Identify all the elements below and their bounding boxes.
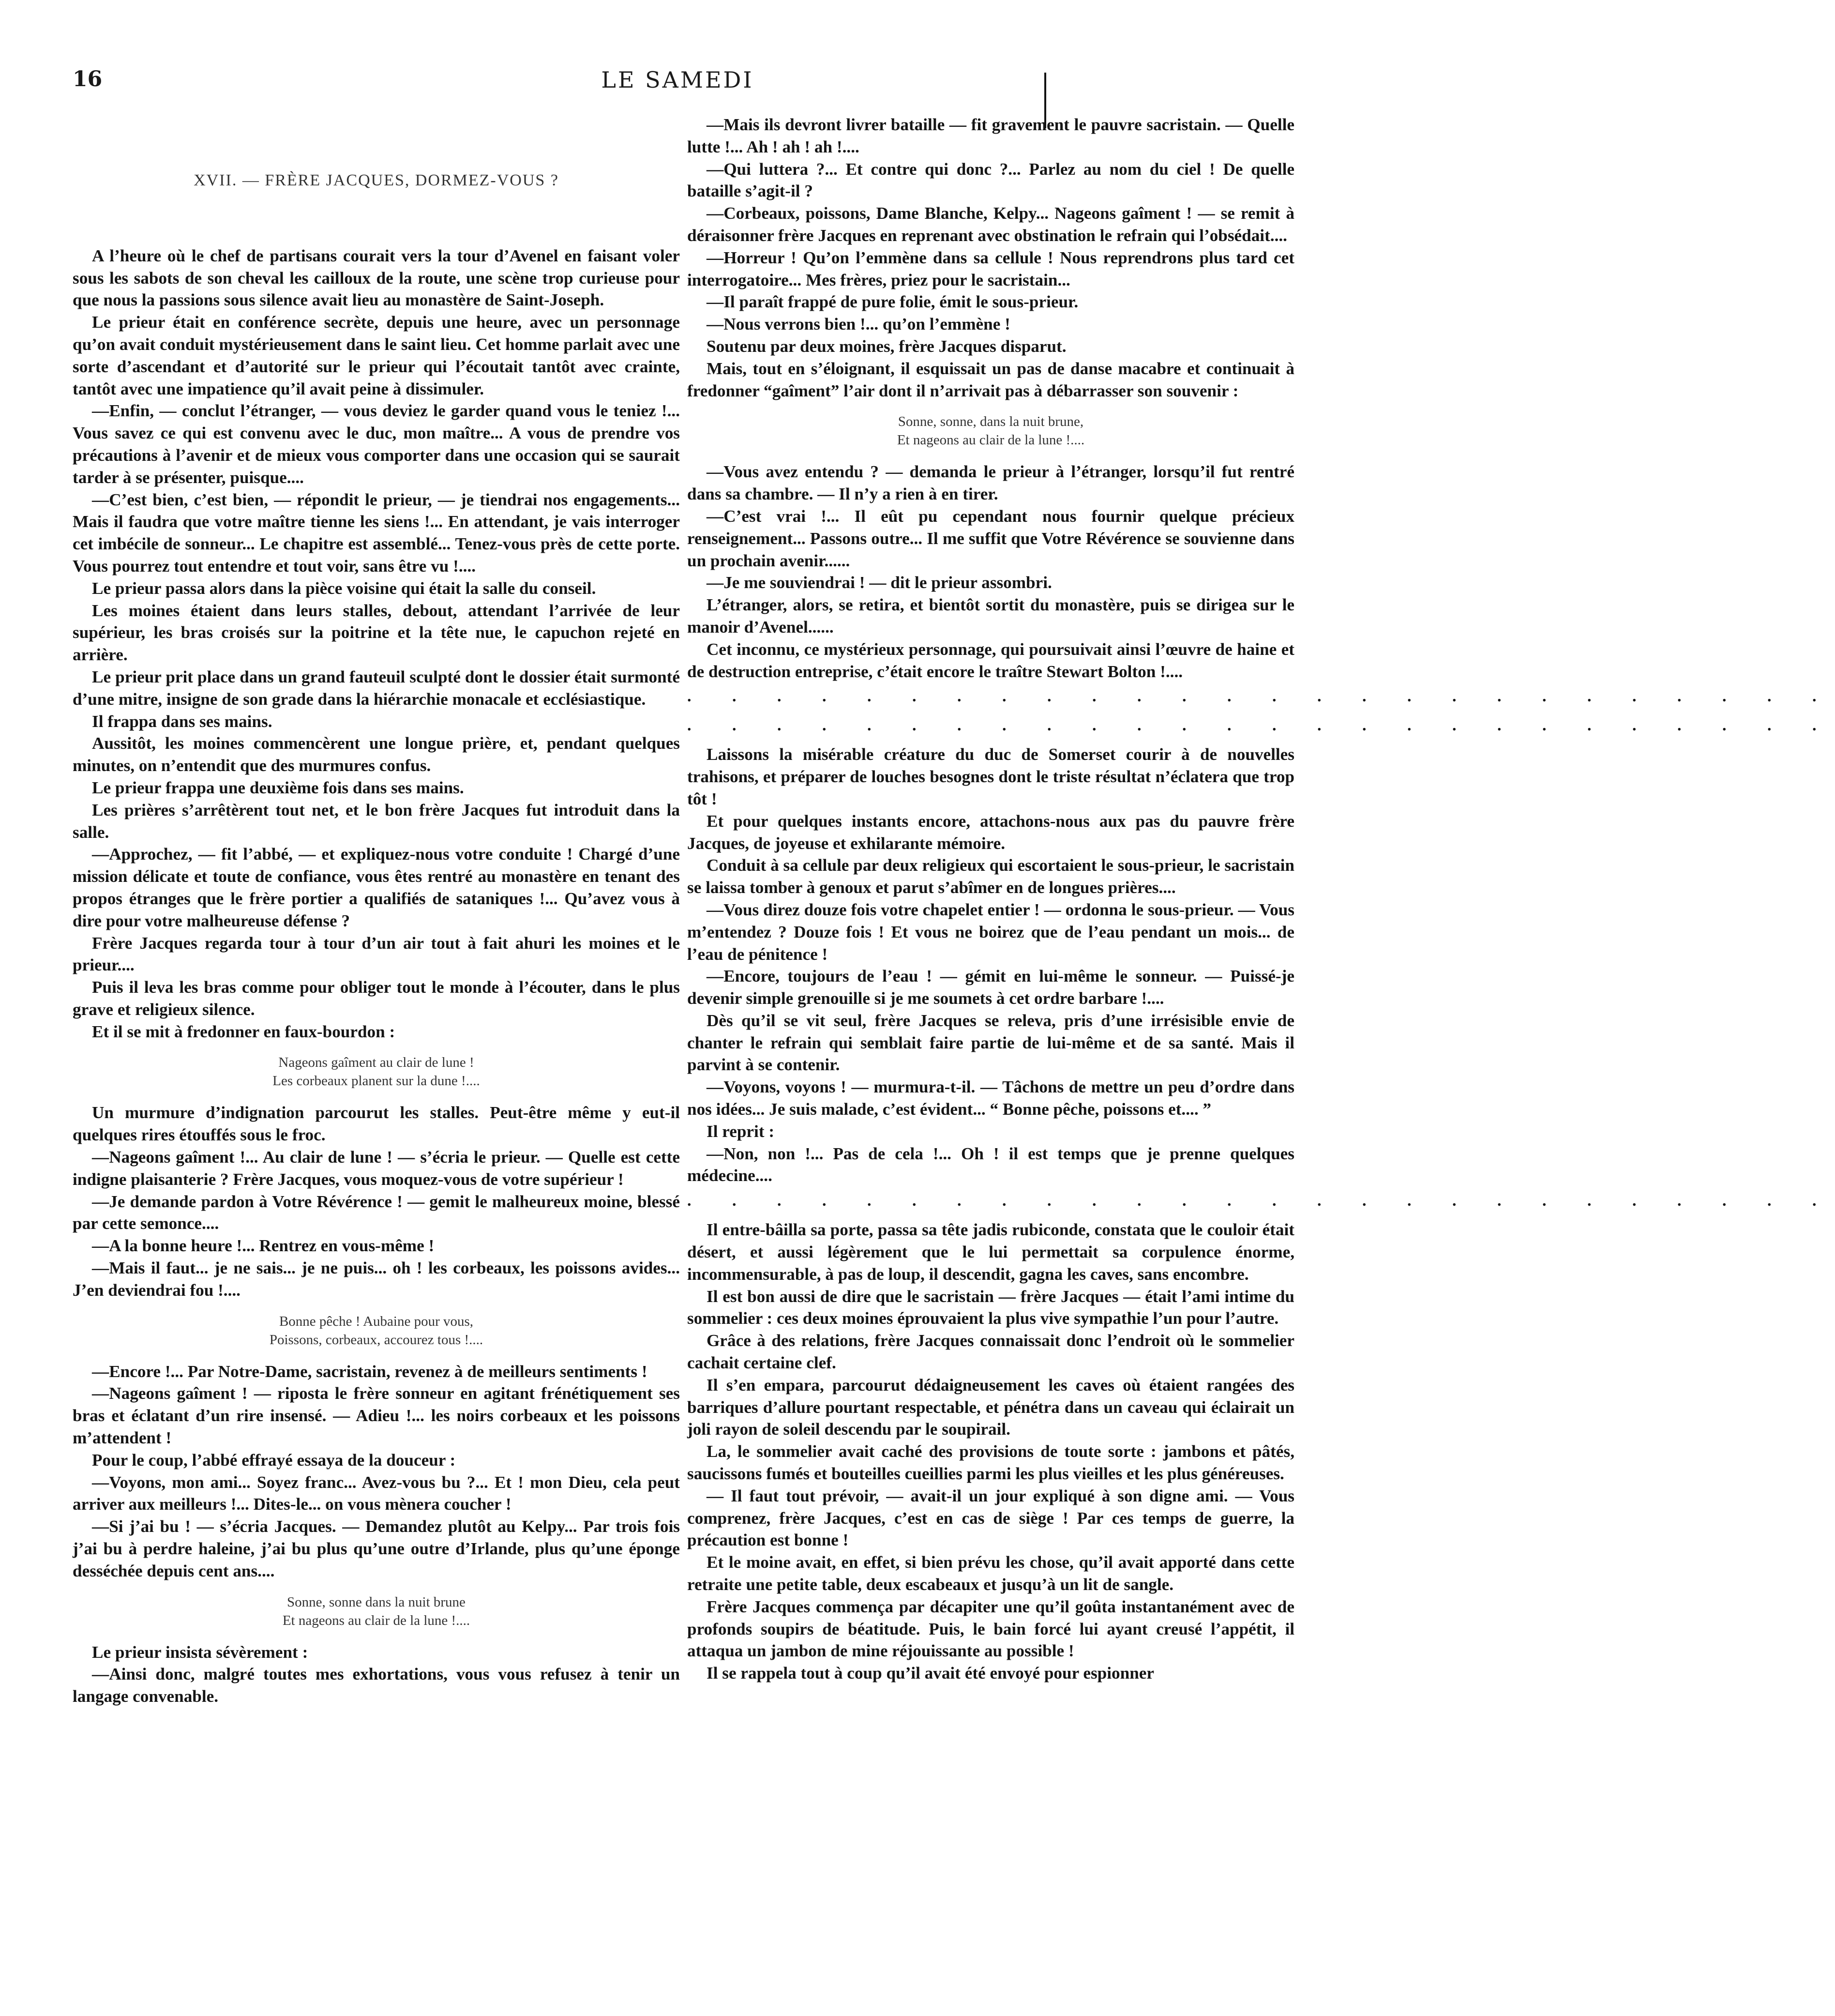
paragraph: —C’est bien, c’est bien, — répondit le prieur, — je tiendrai nos engagements... Mais il faudra que votre maître tienne les siens !... En attendant, je vais interroger cet imbécile de sonneur... Le chapitre est assemblé... Tenez-vous près de cette porte. Vous pourrez tout entendre et tout voir, sans être vu !....	[73, 490, 680, 576]
paragraph: Il entre-bâilla sa porte, passa sa tête jadis rubiconde, constata que le couloir était désert, et aussi légèrement que le lui permettait sa corpulence énorme, incommensurable, à pas de loup, il descendit, gagna les caves, sans encombre.	[687, 1220, 1294, 1284]
paragraph: —Encore, toujours de l’eau ! — gémit en lui-même le sonneur. — Puissé-je devenir simple grenouille si je me soumets à cet ordre barbare !....	[687, 967, 1294, 1008]
paragraph: Il s’en empara, parcourut dédaigneusement les caves où étaient rangées des barriques d’allure pourtant respectable, et pénétra dans un caveau qui éclairait un joli rayon de soleil descendu par le soupirail.	[687, 1375, 1294, 1439]
paragraph: —Enfin, — conclut l’étranger, — vous deviez le garder quand vous le teniez !... Vous savez ce qui est convenu avec le duc, mon maître... A vous de prendre vos précautions à l’avenir et de mieux vous comporter dans une occasion qui se saurait tarder à se présenter, puisque....	[73, 401, 680, 487]
paragraph: —C’est vrai !... Il eût pu cependant nous fournir quelque précieux renseignement... Passons outre... Il me suffit que Votre Révérence se souvienne dans un prochain avenir......	[687, 506, 1294, 570]
paragraph: Le prieur passa alors dans la pièce voisine qui était la salle du conseil.	[92, 578, 596, 598]
paragraph: —Voyons, mon ami... Soyez franc... Avez-vous bu ?... Et ! mon Dieu, cela peut arriver aux meilleurs !... Dites-le... on vous mènera coucher !	[73, 1472, 680, 1514]
paragraph: Il reprit :	[707, 1122, 775, 1141]
paragraph: —Vous direz douze fois votre chapelet entier ! — ordonna le sous-prieur. — Vous m’entendez ? Douze fois ! Et vous ne boirez que de l’eau pendant un mois... de l’eau de pénitence !	[687, 900, 1294, 964]
paragraph: —Corbeaux, poissons, Dame Blanche, Kelpy... Nageons gaîment ! — se remit à déraisonner frère Jacques en reprenant avec obstination le refrain qui l’obsédait....	[687, 204, 1294, 245]
paragraph: —Encore !... Par Notre-Dame, sacristain, revenez à de meilleurs sentiments !	[92, 1362, 647, 1381]
paragraph: —Mais ils devront livrer bataille — fit gravement le pauvre sacristain. — Quelle lutte !... Ah ! ah ! ah !....	[687, 115, 1294, 156]
page-number: 16	[73, 67, 103, 91]
paragraph: —Nageons gaîment ! — riposta le frère sonneur en agitant frénétiquement ses bras et éclatant d’un rire insensé. — Adieu !... les noirs corbeaux et les poissons m’attendent !	[73, 1384, 680, 1448]
paragraph: —Non, non !... Pas de cela !... Oh ! il est temps que je prenne quelques médecine....	[687, 1144, 1294, 1185]
paragraph: —A la bonne heure !... Rentrez en vous-même !	[92, 1236, 435, 1256]
verse-line: Sonne, sonne, dans la nuit brune,	[898, 414, 1084, 430]
page-header	[73, 67, 1282, 101]
paragraph: Et il se mit à fredonner en faux-bourdon :	[92, 1022, 395, 1041]
paragraph: Soutenu par deux moines, frère Jacques disparut.	[707, 336, 1067, 356]
paragraph: La, le sommelier avait caché des provisions de toute sorte : jambons et pâtés, saucissons fumés et bouteilles cueillies parmi les plus vieilles et les plus généreuses.	[687, 1442, 1294, 1484]
paragraph: —Nageons gaîment !... Au clair de lune ! — s’écria le prieur. — Quelle est cette indigne plaisanterie ? Frère Jacques, vous moquez-vous de votre supérieur !	[73, 1148, 680, 1189]
paragraph: —Voyons, voyons ! — murmura-t-il. — Tâchons de mettre un peu d’ordre dans nos idées... Je suis malade, c’est évident... “ Bonne pêche, poissons et.... ”	[687, 1077, 1294, 1119]
song-verse	[73, 1593, 680, 1630]
paragraph: Mais, tout en s’éloignant, il esquissait un pas de danse macabre et continuait à fredonner “gaîment” l’air dont il n’arrivait pas à débarrasser son souvenir :	[687, 359, 1294, 400]
paragraph: —Qui luttera ?... Et contre qui donc ?... Parlez au nom du ciel ! De quelle bataille s’agit-il ?	[687, 159, 1294, 201]
left-column	[73, 114, 680, 1708]
paragraph: Laissons la misérable créature du duc de Somerset courir à de nouvelles trahisons, et préparer de louches besognes dont le triste résultat n’éclatera que trop tôt !	[687, 745, 1294, 808]
paragraph: Les moines étaient dans leurs stalles, debout, attendant l’arrivée de leur supérieur, les bras croisés sur la poitrine et la tête nue, le capuchon rejeté en arrière.	[73, 601, 680, 665]
paragraph: A l’heure où le chef de partisans courait vers la tour d’Avenel en faisant voler sous les sabots de son cheval les cailloux de la route, une scène trop curieuse pour que nous la passions sous silence avait lieu au monastère de Saint-Joseph.	[73, 246, 680, 310]
paragraph: —Vous avez entendu ? — demanda le prieur à l’étranger, lorsqu’il fut rentré dans sa chambre. — Il n’y a rien à en tirer.	[687, 462, 1294, 504]
paragraph: Le prieur insista sévèrement :	[92, 1642, 308, 1662]
paragraph: Grâce à des relations, frère Jacques connaissait donc l’endroit où le sommelier cachait certaine clef.	[687, 1331, 1294, 1373]
verse-line: Et nageons au clair de la lune !....	[897, 432, 1085, 448]
paragraph: Le prieur était en conférence secrète, depuis une heure, avec un personnage qu’on avait conduit mystérieusement dans le saint lieu. Cet homme parlait avec une sorte d’ascendant et d’autorité sur le prieur qui l’écoutait tantôt avec crainte, tantôt avec une impatience qu’il avait peine à dissimuler.	[73, 313, 680, 398]
verse-line: Nageons gaîment au clair de lune !	[278, 1055, 474, 1071]
paragraph: Le prieur prit place dans un grand fauteuil sculpté dont le dossier était surmonté d’une mitre, insigne de son grade dans la hiérarchie monacale et ecclésiastique.	[73, 667, 680, 709]
paragraph: Un murmure d’indignation parcourut les stalles. Peut-être même y eut-il quelques rires étouffés sous le froc.	[73, 1103, 680, 1145]
paragraph: Cet inconnu, ce mystérieux personnage, qui poursuivait ainsi l’œuvre de haine et de destruction entreprise, c’était encore le traître Stewart Bolton !....	[687, 639, 1294, 681]
dotted-separator: . . . . . . . . . . . . . . . . . . . . . . . . . .	[687, 716, 1835, 735]
paragraph: Dès qu’il se vit seul, frère Jacques se releva, pris d’une irrésisible envie de chanter le refrain qui semblait faire partie de lui-même et de sa santé. Mais il parvint à se contenir.	[687, 1011, 1294, 1075]
song-verse	[687, 412, 1294, 449]
paragraph: — Il faut tout prévoir, — avait-il un jour expliqué à son digne ami. — Vous comprenez, frère Jacques, c’est en cas de siège ! Par ces temps de guerre, la précaution est bonne !	[687, 1486, 1294, 1550]
paragraph: —Il paraît frappé de pure folie, émit le sous-prieur.	[707, 292, 1079, 312]
paragraph: Il se rappela tout à coup qu’il avait été envoyé pour espionner	[707, 1664, 1154, 1683]
paragraph: —Ainsi donc, malgré toutes mes exhortations, vous vous refusez à tenir un langage convenable.	[73, 1665, 680, 1706]
verse-line: Bonne pêche ! Aubaine pour vous,	[279, 1313, 474, 1329]
paragraph: —Nous verrons bien !... qu’on l’emmène !	[707, 315, 1010, 334]
paragraph: Puis il leva les bras comme pour obliger tout le monde à l’écouter, dans le plus grave et religieux silence.	[73, 978, 680, 1019]
paragraph: Les prières s’arrêtèrent tout net, et le bon frère Jacques fut introduit dans la salle.	[73, 800, 680, 842]
paragraph: —Horreur ! Qu’on l’emmène dans sa cellule ! Nous reprendrons plus tard cet interrogatoire... Mes frères, priez pour le sacristain...	[687, 248, 1294, 289]
dotted-separator: . . . . . . . . . . . . . . . . . . . . . . . . . .	[687, 1192, 1835, 1210]
right-column	[687, 114, 1835, 1684]
paragraph: Et le moine avait, en effet, si bien prévu les chose, qu’il avait apporté dans cette retraite une petite table, deux escabeaux et jusqu’à un lit de sangle.	[687, 1553, 1294, 1594]
paragraph: —Mais il faut... je ne sais... je ne puis... oh ! les corbeaux, les poissons avides... J’en deviendrai fou !....	[73, 1258, 680, 1300]
paragraph: —Approchez, — fit l’abbé, — et expliquez-nous votre conduite ! Chargé d’une mission délicate et toute de confiance, vous êtes rentré au monastère en tenant des propos étranges que le frère portier a qualifiés de sataniques !... Qu’avez vous à dire pour votre malheureuse défense ?	[73, 845, 680, 930]
paragraph: Le prieur frappa une deuxième fois dans ses mains.	[92, 778, 464, 797]
song-verse	[73, 1053, 680, 1090]
paragraph: —Je me souviendrai ! — dit le prieur assombri.	[707, 573, 1052, 592]
running-title: LE SAMEDI	[601, 67, 754, 93]
paragraph: —Si j’ai bu ! — s’écria Jacques. — Demandez plutôt au Kelpy... Par trois fois j’ai bu à perdre haleine, j’ai bu plus qu’une outre d’Irlande, plus qu’une éponge desséchée depuis cent ans....	[73, 1517, 680, 1580]
paragraph: —Je demande pardon à Votre Révérence ! — gemit le malheureux moine, blessé par cette semonce....	[73, 1192, 680, 1233]
song-verse	[73, 1312, 680, 1349]
paragraph: Il est bon aussi de dire que le sacristain — frère Jacques — était l’ami intime du sommelier : ces deux moines éprouvaient la plus vive sympathie l’un pour l’autre.	[687, 1287, 1294, 1328]
paragraph: Conduit à sa cellule par deux religieux qui escortaient le sous-prieur, le sacristain se laissa tomber à genoux et parut s’abîmer en de longues prières....	[687, 856, 1294, 897]
paragraph: Et pour quelques instants encore, attachons-nous aux pas du pauvre frère Jacques, de joyeuse et exhilarante mémoire.	[687, 811, 1294, 853]
verse-line: Poissons, corbeaux, accourez tous !....	[269, 1332, 483, 1348]
paragraph: Frère Jacques commença par décapiter une qu’il goûta instantanément avec de profonds soupirs de béatitude. Puis, le bain forcé lui ayant creusé l’appétit, il attaqua un jambon de mine réjouissante au possible !	[687, 1597, 1294, 1661]
verse-line: Et nageons au clair de la lune !....	[282, 1612, 470, 1628]
paragraph: Pour le coup, l’abbé effrayé essaya de la douceur :	[92, 1450, 456, 1470]
paragraph: Frère Jacques regarda tour à tour d’un air tout à fait ahuri les moines et le prieur....	[73, 933, 680, 975]
paragraph: Il frappa dans ses mains.	[92, 712, 272, 731]
paragraph: L’étranger, alors, se retira, et bientôt sortit du monastère, puis se dirigea sur le manoir d’Avenel......	[687, 595, 1294, 637]
chapter-title: XVII. — FRÈRE JACQUES, DORMEZ-VOUS ?	[194, 171, 559, 189]
paragraph: Aussitôt, les moines commencèrent une longue prière, et, pendant quelques minutes, on n’entendit que des murmures confus.	[73, 734, 680, 775]
dotted-separator: . . . . . . . . . . . . . . . . . . . . . . . . . .	[687, 687, 1835, 706]
verse-line: Les corbeaux planent sur la dune !....	[272, 1073, 480, 1089]
verse-line: Sonne, sonne dans la nuit brune	[287, 1594, 466, 1610]
